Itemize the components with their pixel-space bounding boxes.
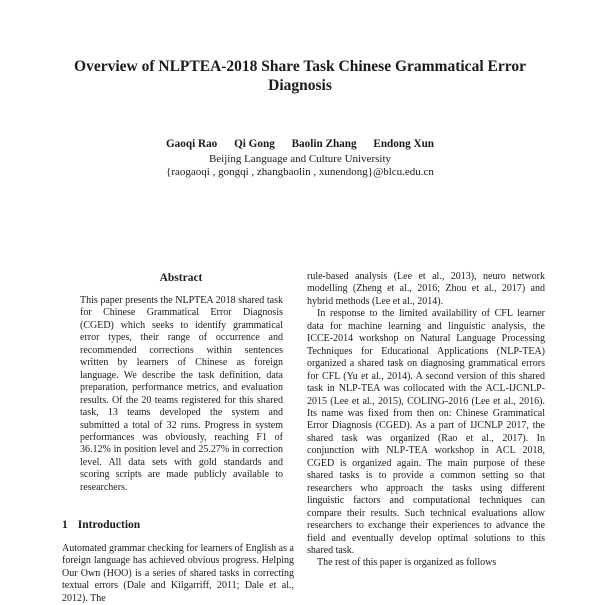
paper-title: Overview of NLPTEA-2018 Share Task Chinese Grammatical Error Diagnosis — [74, 58, 526, 94]
author-name: Gaoqi Rao — [165, 138, 218, 150]
introduction-paragraph: Automated grammar checking for learners of English as a foreign language has achieved obvious progress. Helping Our Own (HOO) is a series of shared tasks in correcting textual errors (Dale and Kilgarriff, 2011; Dale et al., 2012). The — [62, 543, 294, 604]
left-column — [62, 271, 290, 494]
body-paragraph: The rest of this paper is organized as follows — [317, 557, 497, 569]
authors-line — [0, 138, 600, 152]
abstract-heading: Abstract — [159, 272, 203, 284]
author-name: Endong Xun — [373, 138, 435, 150]
right-column — [307, 271, 545, 570]
abstract-text: This paper presents the NLPTEA 2018 shared task for Chinese Grammatical Error Diagnosis (CGED) which seeks to identify grammatical error types, their range of occurrence and recommended corrections within sentences written by learners of Chinese as foreign language. We describe the task definition, data preparation, performance metrics, and evaluation results. Of the 20 teams registered for this shared task, 13 teams developed the system and submitted a total of 32 runs. Progress in system performances was obviously, reaching F1 of 36.12% in position level and 25.27% in correction level. All data sets with gold standards and scoring scripts are made publicly available to researchers. — [80, 295, 283, 493]
author-name: Baolin Zhang — [291, 138, 357, 150]
section-number: 1 — [62, 519, 68, 531]
affiliation: Beijing Language and Culture University — [208, 152, 392, 165]
author-block — [0, 138, 600, 180]
email-line: {raogaoqi , gongqi , zhangbaolin , xunendong}@blcu.edu.cn — [166, 166, 434, 178]
body-paragraph: In response to the limited availability of CFL learner data for machine learning and linguistic analysis, the ICCE-2014 workshop on Natural Language Processing Techniques for Educational Applications (NLP-TEA) organized a shared task on diagnosing grammatical errors for CFL (Yu et al., 2014). A second version of this shared task in NLP-TEA was collocated with the ACL-IJCNLP-2015 (Lee et al., 2015), COLING-2016 (Lee et al., 2016). Its name was fixed from then on: Chinese Grammatical Error Diagnosis (CGED). As a part of IJCNLP 2017, the shared task was organized (Rao et al., 2017). In conjunction with NLP-TEA workshop in ACL 2018, CGED is organized again. The main purpose of these shared tasks is to provide a common setting so that researchers who approach the tasks using different linguistic factors and computational techniques can compare their results. Such technical evaluations allow researchers to exchange their experiences to advance the field and eventually develop optimal solutions to this shared task. — [307, 308, 545, 556]
introduction-heading — [62, 518, 290, 532]
author-name: Qi Gong — [234, 138, 275, 150]
section-title: Introduction — [77, 519, 141, 531]
body-paragraph: rule-based analysis (Lee et al., 2013), neuro network modelling (Zheng et al., 2016; Zhou et al., 2017) and hybrid methods (Lee et al., 2014). — [307, 271, 545, 307]
